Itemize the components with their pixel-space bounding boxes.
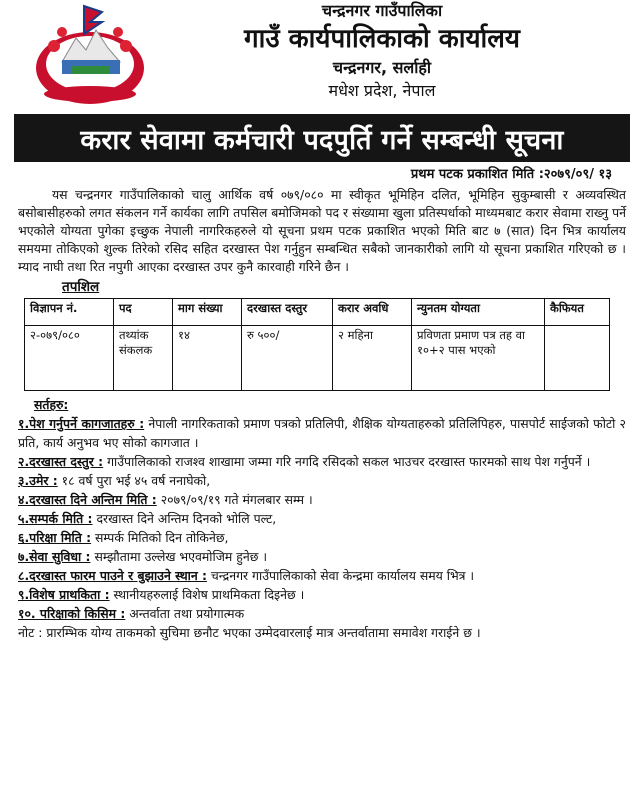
cell-advert-no: २-०७९/०८०	[25, 326, 114, 391]
term-item	[18, 509, 626, 528]
term-text: २०७९/०९/१९ गते मंगलबार सम्म ।	[156, 492, 313, 507]
office-location: चन्द्रनगर, सर्लाही	[332, 58, 432, 77]
table-title: तपशिल	[62, 279, 100, 295]
notice-title: करार सेवामा कर्मचारी पदपुर्ति गर्ने सम्बन्धी सूचना	[14, 114, 630, 162]
term-text: गाउँपालिकाको राजश्व शाखामा जम्मा गरि नगदि रसिदको सकल भाउचर दरखास्त फारमको साथ पेश गर्नुपर्ने ।	[103, 454, 591, 469]
term-text: सम्झौतामा उल्लेख भएवमोजिम हुनेछ ।	[90, 549, 268, 564]
cell-remarks	[545, 326, 610, 391]
term-item	[18, 452, 626, 471]
col-header-count: माग संख्या	[173, 299, 242, 326]
cell-duration: २ महिना	[333, 326, 412, 391]
col-header-duration: करार अवधि	[333, 299, 412, 326]
terms-title: सर्तहरु:	[34, 397, 69, 412]
table-header-row	[25, 299, 610, 326]
term-label: ४.दरखास्त दिने अन्तिम मिति :	[18, 492, 157, 507]
office-province: मधेश प्रदेश, नेपाल	[328, 81, 436, 100]
terms-section	[18, 395, 626, 642]
term-text: नेपाली नागरिकताको प्रमाण पत्रको प्रतिलिपी, शैक्षिक योग्यताहरुको प्रतिलिपिहरु, पासपोर्ट साईजको फोटो २ प्रति, कार्य अनुभव भए सोको कागजात ।	[18, 416, 626, 450]
term-item	[18, 604, 626, 623]
cell-post: तथ्यांक संकलक	[114, 326, 173, 391]
vacancy-table	[24, 298, 610, 391]
term-item	[18, 547, 626, 566]
term-item	[18, 471, 626, 490]
term-label: ३.उमेर :	[18, 473, 58, 488]
notice-body: यस चन्द्रनगर गाउँपालिकाको चालु आर्थिक वर्ष ०७९/०८० मा स्वीकृत भूमिहिन दलित, भूमिहिन सुकुम्बासी र अव्यवस्थित बसोबासीहरुको लगत संकलन गर्ने कार्यका लागि तपसिल बमोजिमको पद र संख्यामा खुला प्रतिस्पर्धाको माध्यमबाट करार सेवामा राख्नु पर्ने भएकोले योग्यता पुगेका इच्छुक नेपाली नागरिकहरुले यो सूचना प्रथम पटक प्रकाशित भएको मिति बाट ७ (सात) दिन भित्र कार्यालय समयमा तोकिएको शुल्क तिरेको रसिद सहित दरखास्त पेश गर्नुहुन सम्बन्धित सबैको जानकारीको लागि यो सूचना प्रकाशित गरिएको छ । म्याद नाघी तथा रित नपुगी आएका दरखास्त उपर कुनै कारवाही गरिने छैन ।	[18, 187, 626, 274]
term-item	[18, 566, 626, 585]
term-label: ९.विशेष प्राथकिता :	[18, 587, 110, 602]
term-text: १८ वर्ष पुरा भई ४५ वर्ष ननाघेको,	[57, 473, 211, 488]
term-label: ८.दरखास्त फारम पाउने र बुझाउने स्थान :	[18, 568, 207, 583]
term-text: दरखास्त दिने अन्तिम दिनको भोलि पल्ट,	[92, 511, 277, 526]
col-header-remarks: कैफियत	[545, 299, 610, 326]
cell-qualification: प्रविणता प्रमाण पत्र तह वा १०+२ पास भएको	[412, 326, 545, 391]
term-label: ५.सम्पर्क मिति :	[18, 511, 93, 526]
col-header-qualification: न्युनतम योग्यता	[412, 299, 545, 326]
term-text: सम्पर्क मितिको दिन तोकिनेछ,	[91, 530, 229, 545]
term-label: ७.सेवा सुविधा :	[18, 549, 91, 564]
term-text: स्थानीयहरुलाई विशेष प्राथमिकता दिइनेछ ।	[109, 587, 305, 602]
term-item	[18, 585, 626, 604]
term-label: २.दरखास्त दस्तुर :	[18, 454, 104, 469]
col-header-post: पद	[114, 299, 173, 326]
publication-date: प्रथम पटक प्रकाशित मिति :२०७९/०९/ १३	[410, 167, 612, 182]
term-item	[18, 490, 626, 509]
term-item	[18, 414, 626, 452]
cell-fee: रु ५००/	[242, 326, 333, 391]
note: नोट : प्रारम्भिक योग्य ताकमको सुचिमा छनौट भएका उम्मेदवारलाई मात्र अन्तर्वातामा समावेश गराईने छ ।	[18, 625, 481, 640]
term-text: चन्द्रनगर गाउँपालिकाको सेवा केन्द्रमा कार्यालय समय भित्र ।	[206, 568, 475, 583]
term-label: १०. परिक्षाको किसिम :	[18, 606, 126, 621]
municipality-name: चन्द्रनगर गाउँपालिका	[321, 1, 443, 20]
header	[14, 0, 630, 112]
term-text: अन्तर्वाता तथा प्रयोगात्मक	[125, 606, 245, 621]
cell-count: १४	[173, 326, 242, 391]
col-header-advert-no: विज्ञापन नं.	[25, 299, 114, 326]
table-row	[25, 326, 610, 391]
term-label: १.पेश गर्नुपर्ने कागजातहरु :	[18, 416, 145, 431]
nepal-government-emblem-icon	[32, 2, 148, 108]
office-name: गाउँ कार्यपालिकाको कार्यालय	[244, 24, 520, 54]
term-label: ६.परिक्षा मिति :	[18, 530, 92, 545]
col-header-fee: दरखास्त दस्तुर	[242, 299, 333, 326]
term-item	[18, 528, 626, 547]
